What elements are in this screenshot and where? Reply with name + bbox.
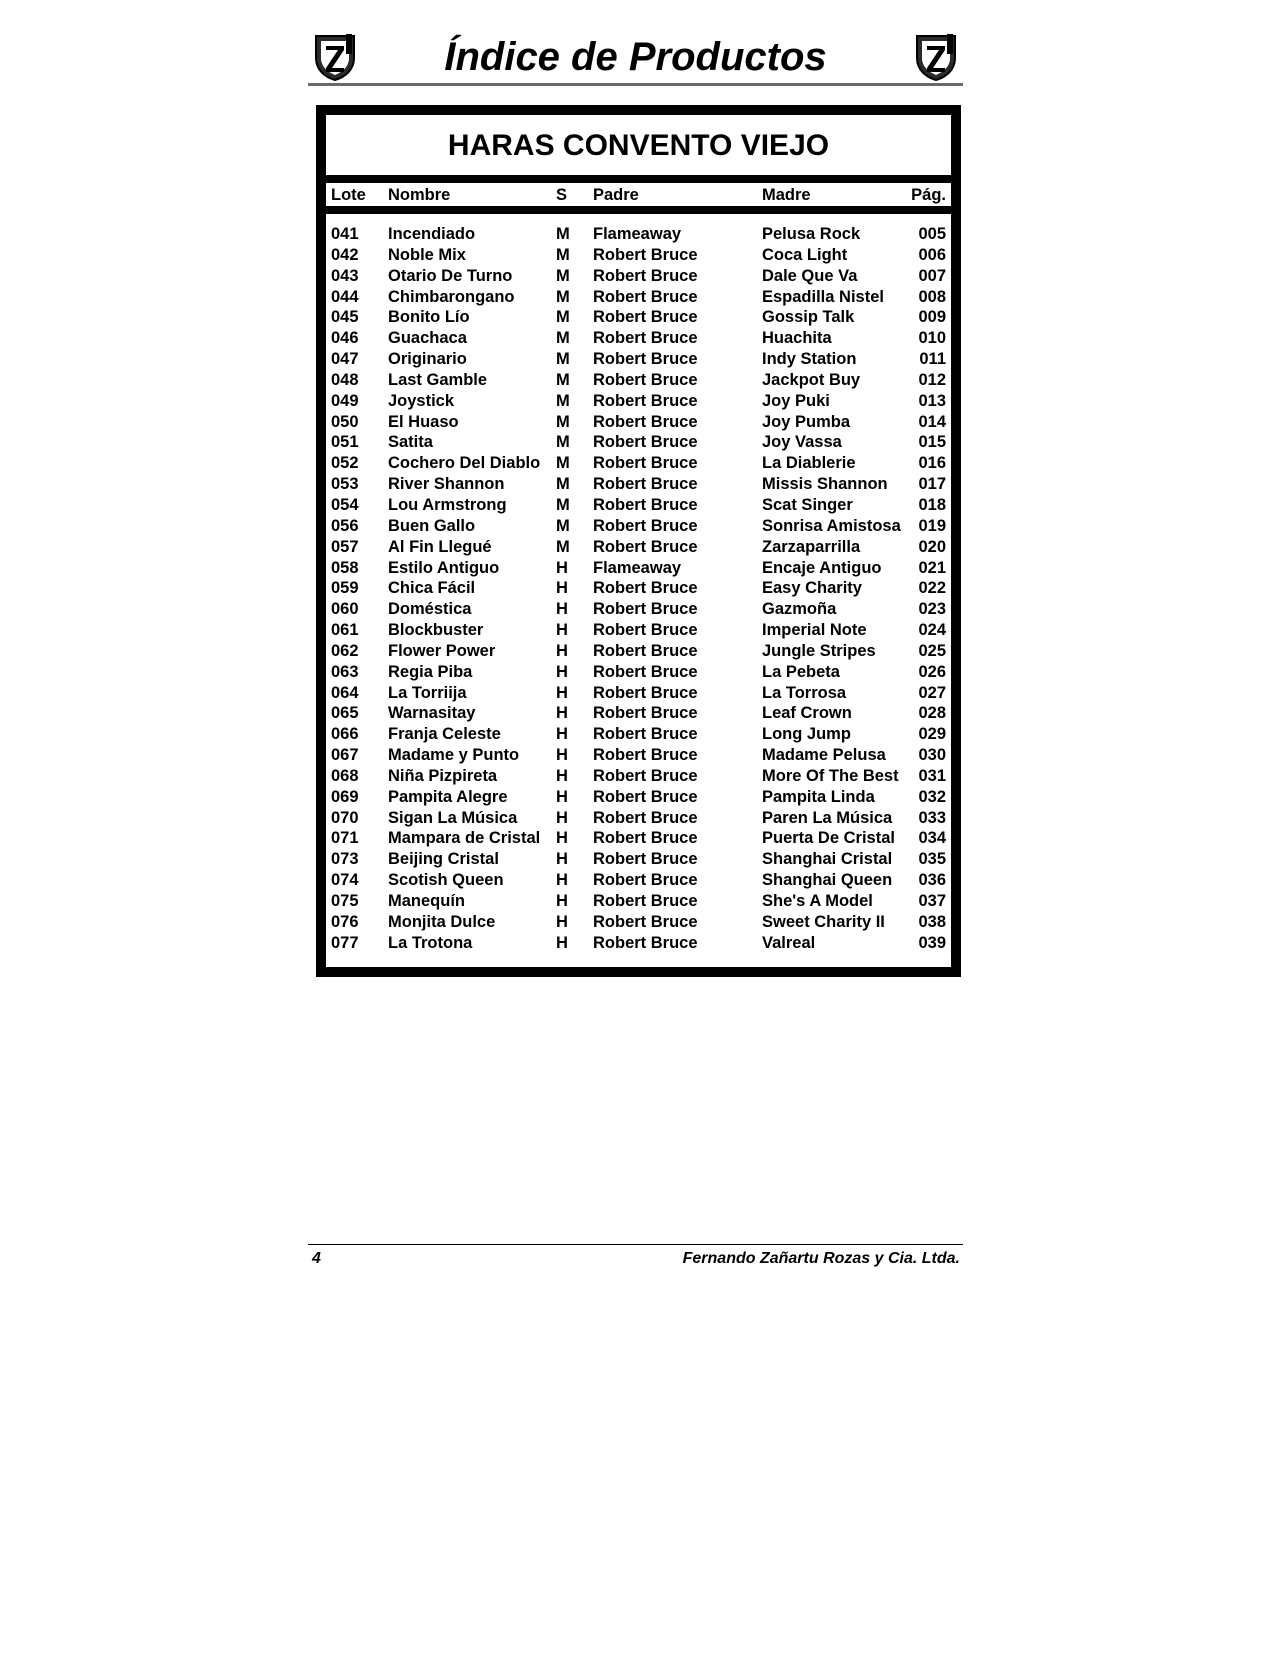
cell-sexo: M [556, 454, 570, 473]
table-row [326, 703, 951, 724]
cell-nombre: Monjita Dulce [388, 912, 496, 931]
cell-sexo: H [556, 662, 568, 681]
cell-nombre: Beijing Cristal [388, 850, 499, 869]
cell-lote: 046 [331, 329, 359, 348]
cell-lote: 042 [331, 245, 359, 264]
cell-sexo: M [556, 329, 570, 348]
cell-lote: 047 [331, 350, 359, 369]
cell-padre: Robert Bruce [593, 433, 698, 452]
cell-lote: 048 [331, 370, 359, 389]
cell-padre: Robert Bruce [593, 287, 698, 306]
cell-nombre: Buen Gallo [388, 516, 476, 535]
header-rule [308, 83, 963, 86]
table-row [326, 870, 951, 891]
cell-pagina: 007 [918, 266, 946, 285]
cell-pagina: 017 [918, 475, 946, 494]
cell-lote: 054 [331, 495, 359, 514]
cell-sexo: H [556, 892, 568, 910]
cell-madre: Joy Puki [762, 391, 830, 410]
cell-pagina: 036 [918, 871, 946, 890]
cell-lote: 044 [331, 287, 359, 306]
cell-pagina: 031 [918, 766, 946, 785]
cell-madre: Coca Light [762, 245, 848, 264]
cell-nombre: Last Gamble [388, 370, 488, 389]
table-row [326, 537, 951, 558]
cell-sexo: M [556, 495, 570, 514]
table-row [326, 641, 951, 662]
table-row [326, 578, 951, 599]
cell-nombre: El Huaso [388, 412, 459, 431]
cell-nombre: Regia Piba [388, 662, 473, 681]
cell-sexo: M [556, 308, 570, 327]
cell-padre: Robert Bruce [593, 662, 698, 681]
cell-nombre: Mampara de Cristal [388, 829, 541, 848]
cell-nombre: Joystick [388, 391, 455, 410]
cell-pagina: 039 [918, 933, 946, 952]
cell-pagina: 023 [918, 600, 946, 619]
cell-madre: Encaje Antiguo [762, 558, 882, 577]
table-row [326, 683, 951, 704]
cell-lote: 060 [331, 600, 359, 619]
cell-madre: Valreal [762, 933, 816, 952]
cell-lote: 057 [331, 537, 359, 556]
cell-lote: 076 [331, 912, 359, 931]
cell-nombre: Scotish Queen [388, 871, 504, 890]
cell-madre: La Pebeta [762, 662, 840, 681]
cell-lote: 074 [331, 871, 359, 890]
cell-madre: La Torrosa [762, 683, 847, 702]
cell-padre: Robert Bruce [593, 308, 698, 327]
table-row [326, 599, 951, 620]
cell-padre: Robert Bruce [593, 350, 698, 369]
cell-madre: Imperial Note [762, 621, 867, 640]
table-title: HARAS CONVENTO VIEJO [447, 129, 830, 162]
cell-sexo: M [556, 350, 570, 369]
cell-nombre: Satita [388, 433, 433, 452]
cell-padre: Robert Bruce [593, 475, 698, 494]
cell-sexo: H [556, 850, 568, 869]
cell-madre: Long Jump [762, 725, 851, 744]
table-row [326, 370, 951, 391]
cell-sexo: H [556, 600, 568, 619]
cell-padre: Robert Bruce [593, 746, 698, 765]
cell-lote: 051 [331, 433, 359, 452]
cell-sexo: M [556, 391, 570, 410]
cell-padre: Robert Bruce [593, 850, 698, 869]
cell-pagina: 028 [918, 704, 946, 723]
cell-nombre: Otario De Turno [388, 266, 513, 285]
table-row [326, 787, 951, 808]
cell-madre: Madame Pelusa [762, 746, 886, 765]
company-name: Fernando Zañartu Rozas y Cia. Ltda. [682, 1250, 960, 1267]
cell-sexo: M [556, 433, 570, 452]
cell-padre: Robert Bruce [593, 787, 698, 806]
table-row [326, 287, 951, 308]
cell-pagina: 022 [918, 579, 946, 598]
cell-padre: Robert Bruce [593, 516, 698, 535]
cell-pagina: 009 [918, 308, 946, 327]
cell-sexo: M [556, 475, 570, 494]
cell-nombre: Pampita Alegre [388, 787, 508, 806]
cell-madre: Scat Singer [762, 495, 853, 514]
cell-padre: Robert Bruce [593, 892, 698, 910]
cell-lote: 066 [331, 725, 359, 744]
cell-lote: 069 [331, 787, 359, 806]
cell-pagina: 032 [918, 787, 946, 806]
cell-pagina: 010 [918, 329, 946, 348]
cell-pagina: 011 [919, 350, 946, 369]
cell-padre: Robert Bruce [593, 245, 698, 264]
cell-lote: 068 [331, 766, 359, 785]
table-body [326, 214, 951, 967]
table-row [326, 391, 951, 412]
cell-nombre: Flower Power [388, 641, 496, 660]
cell-madre: Dale Que Va [762, 266, 858, 285]
table-row [326, 912, 951, 933]
column-header-nombre: Nombre [388, 186, 451, 204]
cell-nombre: Sigan La Música [388, 808, 518, 827]
cell-padre: Robert Bruce [593, 266, 698, 285]
table-title-box [326, 115, 951, 175]
cell-sexo: H [556, 808, 568, 827]
column-header-madre: Madre [762, 186, 811, 204]
cell-madre: Gossip Talk [762, 308, 855, 327]
cell-madre: Pelusa Rock [762, 225, 861, 243]
cell-lote: 043 [331, 266, 359, 285]
table-row [326, 933, 951, 954]
cell-nombre: Doméstica [388, 600, 472, 619]
cell-pagina: 021 [918, 558, 946, 577]
cell-sexo: H [556, 766, 568, 785]
table-row [326, 495, 951, 516]
cell-madre: Pampita Linda [762, 787, 875, 806]
cell-sexo: M [556, 537, 570, 556]
cell-nombre: Bonito Lío [388, 308, 470, 327]
cell-lote: 058 [331, 558, 359, 577]
cell-sexo: H [556, 829, 568, 848]
cell-madre: Shanghai Queen [762, 871, 893, 890]
cell-madre: Indy Station [762, 350, 857, 369]
cell-padre: Robert Bruce [593, 829, 698, 848]
table-row [326, 349, 951, 370]
cell-lote: 050 [331, 412, 359, 431]
cell-sexo: M [556, 516, 570, 535]
cell-lote: 041 [331, 225, 359, 243]
cell-lote: 071 [331, 829, 359, 848]
cell-padre: Robert Bruce [593, 412, 698, 431]
cell-madre: Easy Charity [762, 579, 862, 598]
cell-nombre: Cochero Del Diablo [388, 454, 541, 473]
page-title: Índice de Productos [444, 35, 827, 79]
cell-sexo: M [556, 266, 570, 285]
cell-padre: Robert Bruce [593, 454, 698, 473]
cell-pagina: 024 [918, 621, 946, 640]
cell-sexo: M [556, 370, 570, 389]
cell-sexo: H [556, 579, 568, 598]
cell-nombre: Originario [388, 350, 467, 369]
cell-pagina: 005 [918, 225, 946, 243]
cell-madre: Gazmoña [762, 600, 837, 619]
table-row [326, 808, 951, 829]
cell-nombre: Madame y Punto [388, 746, 520, 765]
product-index-table [316, 105, 961, 977]
cell-padre: Robert Bruce [593, 641, 698, 660]
cell-nombre: Guachaca [388, 329, 467, 348]
cell-madre: Zarzaparrilla [762, 537, 861, 556]
cell-madre: More Of The Best [762, 766, 899, 785]
cell-lote: 062 [331, 641, 359, 660]
cell-pagina: 006 [918, 245, 946, 264]
cell-sexo: H [556, 746, 568, 765]
cell-padre: Robert Bruce [593, 391, 698, 410]
column-header-lote: Lote [331, 186, 366, 204]
cell-pagina: 008 [918, 287, 946, 306]
cell-lote: 049 [331, 391, 359, 410]
table-row [326, 266, 951, 287]
table-row [326, 662, 951, 683]
cell-sexo: H [556, 787, 568, 806]
cell-lote: 070 [331, 808, 359, 827]
table-row [326, 245, 951, 266]
cell-lote: 067 [331, 746, 359, 765]
cell-sexo: M [556, 412, 570, 431]
cell-padre: Robert Bruce [593, 495, 698, 514]
cell-nombre: Noble Mix [388, 245, 466, 264]
cell-nombre: Chica Fácil [388, 579, 476, 598]
cell-madre: La Diablerie [762, 454, 856, 473]
cell-lote: 059 [331, 579, 359, 598]
cell-pagina: 012 [918, 370, 946, 389]
cell-padre: Robert Bruce [593, 621, 698, 640]
cell-pagina: 020 [918, 537, 946, 556]
cell-lote: 063 [331, 662, 359, 681]
cell-sexo: H [556, 641, 568, 660]
table-rows [326, 224, 951, 954]
footer-rule [308, 1244, 963, 1245]
cell-padre: Robert Bruce [593, 704, 698, 723]
cell-padre: Flameaway [593, 225, 682, 243]
cell-padre: Robert Bruce [593, 600, 698, 619]
cell-pagina: 014 [918, 412, 946, 431]
cell-padre: Flameaway [593, 558, 682, 577]
page-number: 4 [312, 1250, 321, 1267]
column-header-pag: Pág. [911, 186, 946, 204]
table-row [326, 620, 951, 641]
cell-madre: Leaf Crown [762, 704, 852, 723]
cell-pagina: 019 [918, 516, 946, 535]
cell-pagina: 034 [918, 829, 946, 848]
cell-padre: Robert Bruce [593, 725, 698, 744]
cell-lote: 061 [331, 621, 359, 640]
cell-pagina: 029 [918, 725, 946, 744]
cell-lote: 053 [331, 475, 359, 494]
cell-madre: Paren La Música [762, 808, 893, 827]
cell-nombre: Incendiado [388, 225, 476, 243]
cell-padre: Robert Bruce [593, 329, 698, 348]
cell-nombre: River Shannon [388, 475, 505, 494]
company-logo-right [911, 32, 961, 82]
cell-madre: Puerta De Cristal [762, 829, 895, 848]
cell-pagina: 033 [918, 808, 946, 827]
cell-pagina: 027 [918, 683, 946, 702]
table-row [326, 474, 951, 495]
cell-sexo: H [556, 621, 568, 640]
column-header-s: S [556, 186, 568, 204]
cell-madre: Jungle Stripes [762, 641, 876, 660]
cell-padre: Robert Bruce [593, 683, 698, 702]
table-row [326, 849, 951, 870]
table-row [326, 453, 951, 474]
table-row [326, 724, 951, 745]
cell-sexo: M [556, 287, 570, 306]
cell-nombre: Blockbuster [388, 621, 484, 640]
cell-nombre: Franja Celeste [388, 725, 501, 744]
cell-pagina: 037 [918, 892, 946, 910]
cell-sexo: H [556, 871, 568, 890]
cell-padre: Robert Bruce [593, 912, 698, 931]
column-header-padre: Padre [593, 186, 639, 204]
table-row [326, 432, 951, 453]
cell-nombre: Estilo Antiguo [388, 558, 500, 577]
cell-sexo: H [556, 558, 568, 577]
table-row [326, 412, 951, 433]
cell-sexo: H [556, 912, 568, 931]
cell-lote: 073 [331, 850, 359, 869]
cell-nombre: Lou Armstrong [388, 495, 507, 514]
cell-lote: 052 [331, 454, 359, 473]
page-header [308, 28, 963, 86]
cell-nombre: Warnasitay [388, 704, 476, 723]
cell-sexo: H [556, 683, 568, 702]
cell-lote: 064 [331, 683, 359, 702]
table-header-row [326, 183, 951, 206]
cell-pagina: 016 [918, 454, 946, 473]
table-row [326, 328, 951, 349]
cell-pagina: 015 [918, 433, 946, 452]
cell-madre: Sweet Charity II [762, 912, 885, 931]
cell-padre: Robert Bruce [593, 370, 698, 389]
cell-padre: Robert Bruce [593, 808, 698, 827]
table-row [326, 558, 951, 579]
cell-madre: Joy Vassa [762, 433, 842, 452]
table-row [326, 307, 951, 328]
cell-pagina: 018 [918, 495, 946, 514]
cell-madre: Espadilla Nistel [762, 287, 884, 306]
cell-lote: 077 [331, 933, 359, 952]
cell-lote: 045 [331, 308, 359, 327]
cell-pagina: 035 [918, 850, 946, 869]
cell-madre: Sonrisa Amistosa [762, 516, 901, 535]
cell-nombre: Manequín [388, 892, 465, 910]
cell-padre: Robert Bruce [593, 579, 698, 598]
cell-pagina: 013 [918, 391, 946, 410]
cell-padre: Robert Bruce [593, 871, 698, 890]
cell-madre: Missis Shannon [762, 475, 888, 494]
table-row [326, 516, 951, 537]
cell-madre: Jackpot Buy [762, 370, 861, 389]
cell-lote: 075 [331, 892, 359, 910]
cell-lote: 065 [331, 704, 359, 723]
cell-nombre: La Trotona [388, 933, 473, 952]
cell-pagina: 026 [918, 662, 946, 681]
page-footer [308, 1248, 963, 1272]
cell-madre: Huachita [762, 329, 832, 348]
cell-sexo: H [556, 933, 568, 952]
cell-padre: Robert Bruce [593, 933, 698, 952]
cell-nombre: La Torriija [388, 683, 467, 702]
cell-sexo: M [556, 245, 570, 264]
cell-sexo: H [556, 704, 568, 723]
cell-pagina: 025 [918, 641, 946, 660]
table-row [326, 224, 951, 245]
cell-pagina: 030 [918, 746, 946, 765]
cell-padre: Robert Bruce [593, 766, 698, 785]
cell-nombre: Niña Pizpireta [388, 766, 498, 785]
cell-madre: She's A Model [762, 892, 873, 910]
cell-sexo: M [556, 225, 570, 243]
table-row [326, 891, 951, 912]
cell-pagina: 038 [918, 912, 946, 931]
cell-madre: Shanghai Cristal [762, 850, 893, 869]
cell-nombre: Chimbarongano [388, 287, 515, 306]
table-row [326, 766, 951, 787]
cell-madre: Joy Pumba [762, 412, 851, 431]
cell-lote: 056 [331, 516, 359, 535]
cell-padre: Robert Bruce [593, 537, 698, 556]
cell-sexo: H [556, 725, 568, 744]
table-row [326, 745, 951, 766]
cell-nombre: Al Fin Llegué [388, 537, 492, 556]
table-row [326, 828, 951, 849]
